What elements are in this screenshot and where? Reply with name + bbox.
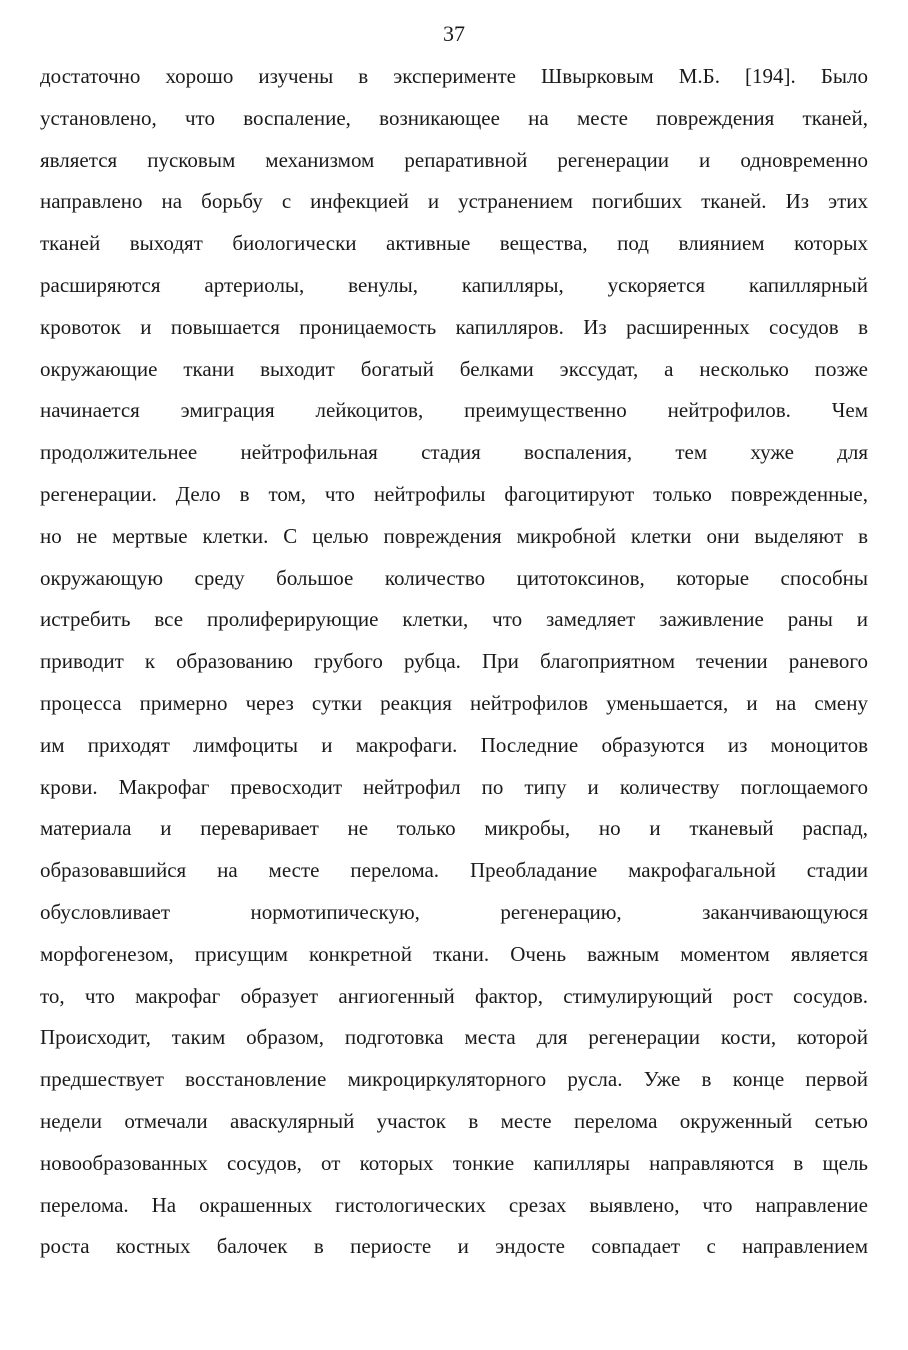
text-line: недели отмечали аваскулярный участок в месте перелома окруженный сетью xyxy=(40,1108,868,1133)
text-line: но не мертвые клетки. С целью повреждения микробной клетки они выделяют в xyxy=(40,523,868,548)
text-line: является пусковым механизмом репаративной регенерации и одновременно xyxy=(40,147,868,172)
text-line: образовавшийся на месте перелома. Преобладание макрофагальной стадии xyxy=(40,858,868,883)
text-line: им приходят лимфоциты и макрофаги. Последние образуются из моноцитов xyxy=(40,732,868,757)
text-line: крови. Макрофаг превосходит нейтрофил по типу и количеству поглощаемого xyxy=(40,774,868,799)
text-line: материала и переваривает не только микробы, но и тканевый распад, xyxy=(40,816,868,841)
text-line: направлено на борьбу с инфекцией и устранением погибших тканей. Из этих xyxy=(40,189,868,214)
text-line: начинается эмиграция лейкоцитов, преимущественно нейтрофилов. Чем xyxy=(40,398,868,423)
text-line: регенерации. Дело в том, что нейтрофилы фагоцитируют только поврежденные, xyxy=(40,481,868,506)
text-line: Происходит, таким образом, подготовка места для регенерации кости, которой xyxy=(40,1025,868,1050)
text-line: расширяются артериолы, венулы, капилляры, ускоряется капиллярный xyxy=(40,272,868,297)
text-line: морфогенезом, присущим конкретной ткани. Очень важным моментом является xyxy=(40,941,868,966)
text-line: установлено, что воспаление, возникающее на месте повреждения тканей, xyxy=(40,105,868,130)
body-text xyxy=(40,56,868,1268)
text-line: предшествует восстановление микроциркуляторного русла. Уже в конце первой xyxy=(40,1067,868,1092)
text-line: роста костных балочек в периосте и эндосте совпадает с направлением xyxy=(40,1234,868,1259)
page-number: 37 xyxy=(443,21,465,46)
text-line: новообразованных сосудов, от которых тонкие капилляры направляются в щель xyxy=(40,1150,868,1175)
text-line: кровоток и повышается проницаемость капилляров. Из расширенных сосудов в xyxy=(40,314,868,339)
text-line: продолжительнее нейтрофильная стадия воспаления, тем хуже для xyxy=(40,440,868,465)
text-line: перелома. На окрашенных гистологических срезах выявлено, что направление xyxy=(40,1192,868,1217)
text-line: окружающие ткани выходит богатый белками экссудат, а несколько позже xyxy=(40,356,868,381)
text-line: приводит к образованию грубого рубца. При благоприятном течении раневого xyxy=(40,649,868,674)
text-line: обусловливает нормотипическую, регенерацию, заканчивающуюся xyxy=(40,899,868,924)
text-line: истребить все пролиферирующие клетки, что замедляет заживление раны и xyxy=(40,607,868,632)
text-line: процесса примерно через сутки реакция нейтрофилов уменьшается, и на смену xyxy=(40,690,868,715)
text-line: тканей выходят биологически активные вещества, под влиянием которых xyxy=(40,231,868,256)
text-line: окружающую среду большое количество цитотоксинов, которые способны xyxy=(40,565,868,590)
text-line: достаточно хорошо изучены в эксперименте Швырковым М.Б. [194]. Было xyxy=(40,64,868,88)
text-line: то, что макрофаг образует ангиогенный фактор, стимулирующий рост сосудов. xyxy=(40,983,868,1008)
